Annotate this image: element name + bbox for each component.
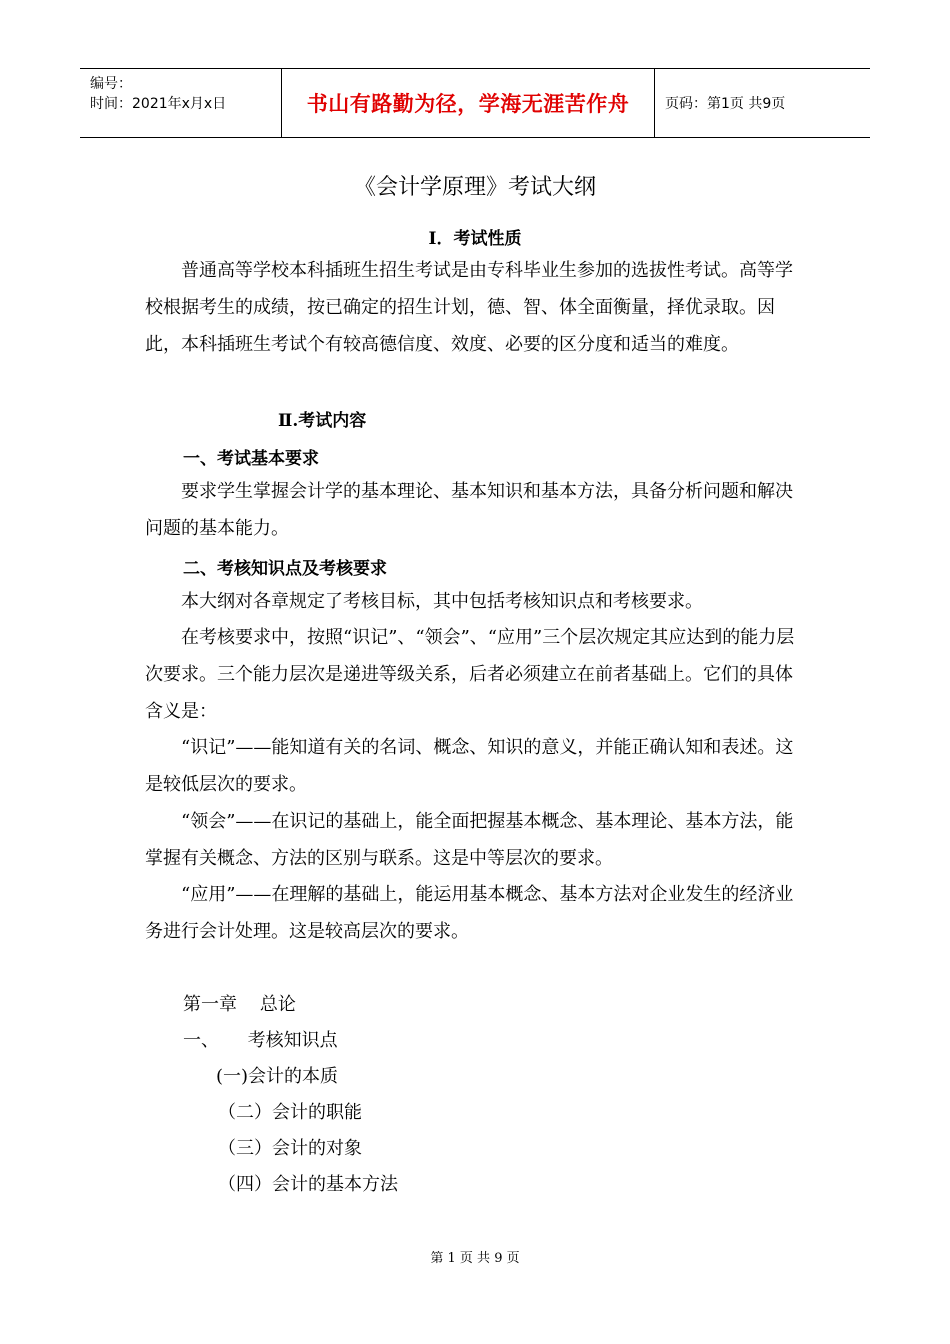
chapter1-heading: 第一章 总论 [183,994,296,1015]
sub1-paragraph: 要求学生掌握会计学的基本理论、基本知识和基本方法，具备分析问题和解决问题的基本能力。 [145,481,793,539]
chapter1-item-heading: 一、 考核知识点 [183,1030,338,1051]
document-title: 《会计学原理》考试大纲 [353,175,596,200]
header-table [80,68,870,138]
section1-paragraph: 普通高等学校本科插班生招生考试是由专科毕业生参加的选拔性考试。高等学校根据考生的成绩，按已确定的招生计划，德、智、体全面衡量，择优录取。因此，本科插班生考试个有较高德信度、效度、必要的区分度和适当的难度。 [145,260,793,355]
section1-heading: Ⅰ．考试性质 [428,229,522,249]
doc-number-label: 编号： [90,76,132,92]
page-footer: 第 1 页 共 9 页 [430,1251,520,1266]
header-motto: 书山有路勤为径，学海无涯苦作舟 [281,69,655,137]
sub2-paragraph-2: 在考核要求中，按照“识记”、“领会”、“应用”三个层次规定其应达到的能力层次要求。三个能力层次是递进等级关系，后者必须建立在前者基础上。它们的具体含义是： [145,627,795,722]
knowledge-point: （四）会计的基本方法 [218,1174,398,1195]
sub2-heading: 二、考核知识点及考核要求 [183,559,387,579]
knowledge-point: （二）会计的职能 [218,1102,362,1123]
sub1-heading: 一、考试基本要求 [183,449,319,469]
sub2-paragraph-4: “领会”——在识记的基础上，能全面把握基本概念、基本理论、基本方法，能掌握有关概念、方法的区别与联系。这是中等层次的要求。 [145,811,794,869]
sub2-paragraph-1: 本大纲对各章规定了考核目标，其中包括考核知识点和考核要求。 [181,591,703,612]
knowledge-point: （三）会计的对象 [218,1138,362,1159]
sub2-paragraph-3: “识记”——能知道有关的名词、概念、知识的意义，并能正确认知和表述。这是较低层次的要求。 [145,737,794,795]
doc-date-label: 时间：2021年x月x日 [90,96,227,112]
header-meta-cell [80,69,281,137]
header-page-label: 页码：第1页 共9页 [665,96,786,112]
section2-heading: Ⅱ.考试内容 [278,411,367,431]
sub2-paragraph-5: “应用”——在理解的基础上，能运用基本概念、基本方法对企业发生的经济业务进行会计处理。这是较高层次的要求。 [145,884,794,942]
knowledge-point: (一)会计的本质 [216,1066,339,1087]
